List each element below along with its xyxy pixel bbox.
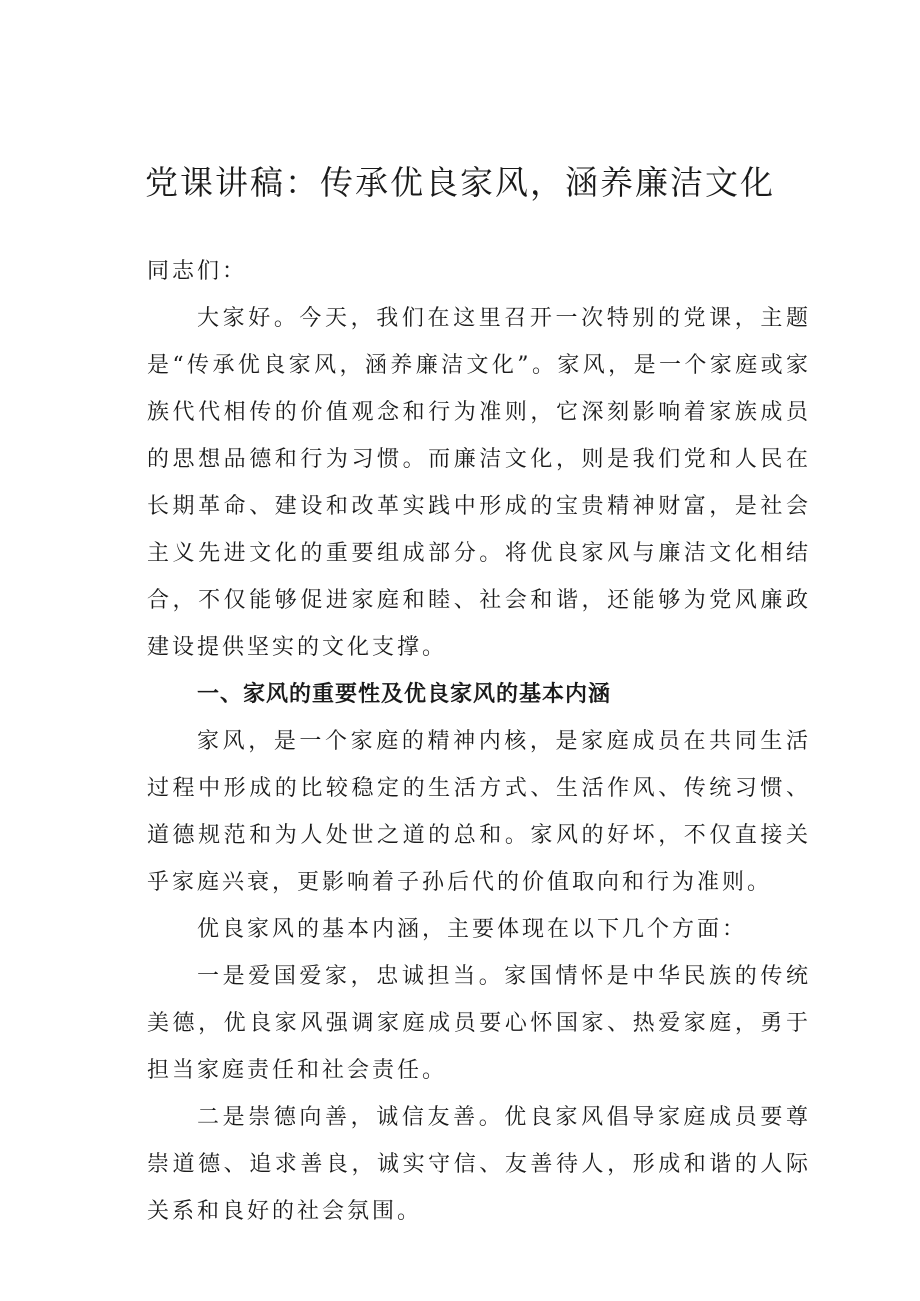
paragraph-point-one: 一是爱国爱家，忠诚担当。家国情怀是中华民族的传统美德，优良家风强调家庭成员要心怀国家、热爱家庭，勇于担当家庭责任和社会责任。 xyxy=(147,964,811,1083)
paragraph-intro: 大家好。今天，我们在这里召开一次特别的党课，主题是“传承优良家风，涵养廉洁文化”。家风，是一个家庭或家族代代相传的价值观念和行为准则，它深刻影响着家族成员的思想品德和行为习惯。而廉洁文化，则是我们党和人民在长期革命、建设和改革实践中形成的宝贵精神财富，是社会主义先进文化的重要组成部分。将优良家风与廉洁文化相结合，不仅能够促进家庭和睦、社会和谐，还能够为党风廉政建设提供坚实的文化支撑。 xyxy=(147,306,811,660)
paragraph-point-two: 二是崇德向善，诚信友善。优良家风倡导家庭成员要尊崇道德、追求善良，诚实守信、友善待人，形成和谐的人际关系和良好的社会氛围。 xyxy=(147,1105,811,1224)
section-heading: 一、家风的重要性及优良家风的基本内涵 xyxy=(197,682,612,707)
paragraph-family-style: 家风，是一个家庭的精神内核，是家庭成员在共同生活过程中形成的比较稳定的生活方式、生活作风、传统习惯、道德规范和为人处世之道的总和。家风的好坏，不仅直接关乎家庭兴衰，更影响着子孙后代的价值取向和行为准则。 xyxy=(147,729,811,895)
salutation: 同志们： xyxy=(147,259,248,284)
paragraph-connotation-intro: 优良家风的基本内涵，主要体现在以下几个方面： xyxy=(197,917,748,942)
document-body xyxy=(147,248,811,1235)
document-title: 党课讲稿：传承优良家风，涵养廉洁文化 xyxy=(145,163,775,202)
